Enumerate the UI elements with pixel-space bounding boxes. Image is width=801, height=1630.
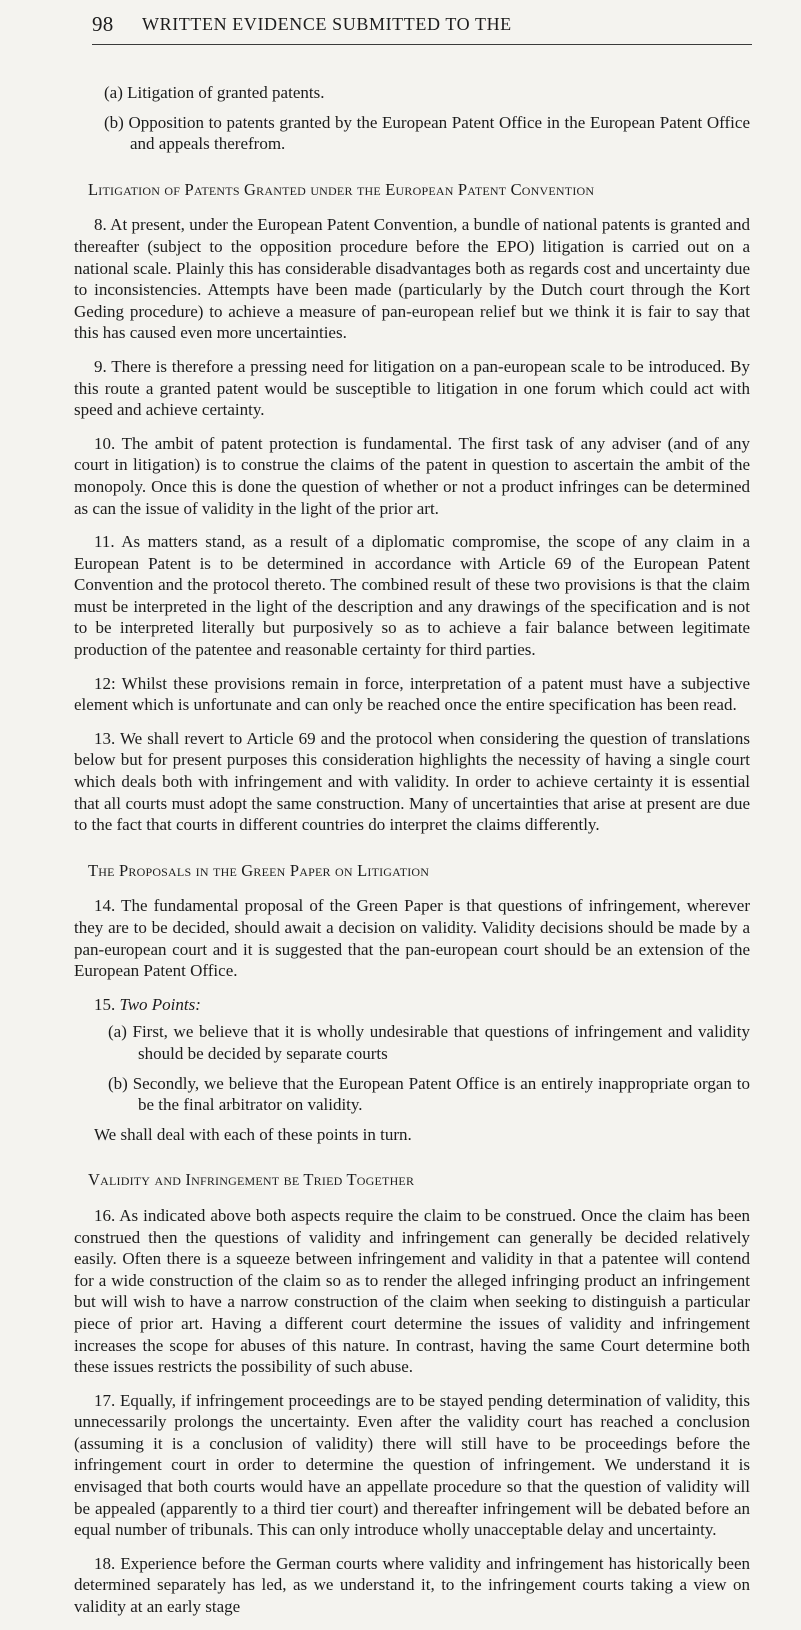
paragraph-15-number: 15. [94,994,116,1014]
paragraph-15-title: Two Points: [119,994,201,1014]
closing-sentence: We shall deal with each of these points in turn. [94,1124,412,1144]
section-heading-validity: Validity and Infringement be Tried Together [88,1170,415,1190]
paragraph-12: 12: Whilst these provisions remain in force, interpretation of a patent must have a subjective element which is unfortunate and can only be reached once the entire specification has been read. [74,673,750,715]
paragraph-15 [74,994,750,1016]
paragraph-8: 8. At present, under the European Patent Convention, a bundle of national patents is granted and thereafter (subject to the opposition procedure before the EPO) litigation is carried out on a national scale. Plainly this has considerable disadvantages both as regards cost and uncertainty due to inconsistencies. Attempts have been made (particularly by the Dutch court through the Kort Geding procedure) to achieve a measure of pan-european relief but we think it is fair to say that this has caused even more uncertainties. [74,215,750,343]
paragraph-13: 13. We shall revert to Article 69 and the protocol when considering the question of translations below but for present purposes this consideration highlights the necessity of having a single court which deals both with infringement and with validity. In order to achieve certainty it is essential that all courts must adopt the same construction. Many of uncertainties that arise at present are due to the fact that courts in different countries do interpret the claims differently. [74,728,750,835]
paragraph-14: 14. The fundamental proposal of the Green Paper is that questions of infringement, wherever they are to be decided, should await a decision on validity. Validity decisions should be made by a pan-european court and it is suggested that the pan-european court should be an extension of the European Patent Office. [74,896,750,981]
point-a: (a) First, we believe that it is wholly undesirable that questions of infringement and validity should be decided by separate courts [108,1022,750,1063]
page-header [92,12,752,38]
paragraph-16: 16. As indicated above both aspects require the claim to be construed. Once the claim has been construed then the questions of validity and infringement can generally be decided relatively easily. Often there is a squeeze between infringement and validity in that a patentee will contend for a wide construction of the claim so as to render the alleged infringing product an infringement but will wish to have a narrow construction of the claim when seeking to distinguish a particular piece of prior art. Having a different court determine the issues of validity and infringement increases the scope for abuses of this nature. In contrast, having the same Court determine both these issues restricts the possibility of such abuse. [74,1205,750,1377]
paragraph-17: 17. Equally, if infringement proceedings are to be stayed pending determination of validity, this unnecessarily prolongs the uncertainty. Even after the validity court has reached a conclusion (assuming it is a conclusion of validity) there will still have to be proceedings before the infringement court in order to determine the question of infringement. We understand it is envisaged that both courts would have an appellate procedure so that the question of validity will be appealed (apparently to a third tier court) and thereafter infringement will be debated before an equal number of tribunals. This can only introduce wholly unacceptable delay and uncertainty. [74,1390,750,1540]
running-title: WRITTEN EVIDENCE SUBMITTED TO THE [142,14,512,34]
paragraph-10: 10. The ambit of patent protection is fundamental. The first task of any adviser (and of any court in litigation) is to construe the claims of the patent in question to ascertain the ambit of the monopoly. Once this is done the question of whether or not a product infringes can be determined as can the issue of validity in the light of the prior art. [74,433,750,518]
paragraph-18: 18. Experience before the German courts where validity and infringement has historically been determined separately has led, as we understand it, to the infringement courts taking a view on validity at an early stage [74,1553,750,1617]
intro-item-b: (b) Opposition to patents granted by the European Patent Office in the European Patent Office and appeals therefrom. [104,112,750,154]
header-rule [92,44,752,45]
section-heading-litigation: Litigation of Patents Granted under the European Patent Convention [88,179,595,199]
paragraph-11: 11. As matters stand, as a result of a diplomatic compromise, the scope of any claim in a European Patent is to be determined in accordance with Article 69 of the European Patent Convention and the protocol thereto. The combined result of these two provisions is that the claim must be interpreted in the light of the description and any drawings of the specification and is not to be interpreted literally but purposively so as to achieve a fair balance between legitimate production of the patentee and reasonable certainty for third parties. [74,532,750,660]
section-heading-proposals: The Proposals in the Green Paper on Litigation [88,860,430,880]
intro-item-a: (a) Litigation of granted patents. [104,83,325,102]
page-number: 98 [92,12,114,36]
paragraph-9: 9. There is therefore a pressing need for litigation on a pan-european scale to be introduced. By this route a granted patent would be susceptible to litigation in one forum which could act with speed and achieve certainty. [74,356,750,420]
document-body [74,82,750,1630]
point-b: (b) Secondly, we believe that the European Patent Office is an entirely inappropriate organ to be the final arbitrator on validity. [108,1073,750,1115]
